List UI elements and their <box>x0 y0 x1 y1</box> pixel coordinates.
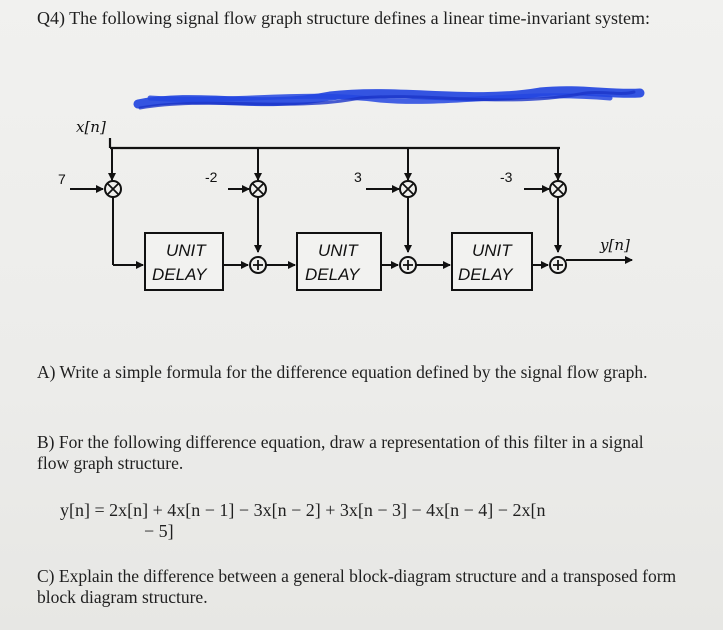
unit-delay-1 <box>145 233 223 290</box>
coefficient-label-4: -3 <box>500 169 513 185</box>
multiplier-4 <box>550 181 566 197</box>
difference-equation <box>60 500 660 542</box>
multiplier-1 <box>105 181 121 197</box>
question-title: Q4) The following signal flow graph structure defines a linear time-invariant system: <box>37 8 651 28</box>
svg-text:UNIT: UNIT <box>166 241 206 260</box>
unit-delay-2 <box>297 233 381 290</box>
coefficient-label-3: 3 <box>354 169 362 185</box>
svg-text:DELAY: DELAY <box>152 265 207 284</box>
multiplier-2 <box>250 181 266 197</box>
coefficient-label-1: 7 <box>58 171 66 187</box>
part-a-text: A) Write a simple formula for the difference equation defined by the signal flow graph. <box>37 362 648 382</box>
signal-flow-graph <box>0 70 723 300</box>
adder-2 <box>400 257 416 273</box>
unit-delay-3 <box>452 233 532 290</box>
equation-line-2: − 5] <box>144 521 174 541</box>
input-label: x[n] <box>76 118 106 136</box>
svg-text:DELAY: DELAY <box>305 265 360 284</box>
adder-3 <box>550 257 566 273</box>
output-label: y[n] <box>600 236 630 254</box>
svg-text:DELAY: DELAY <box>458 265 513 284</box>
svg-text:UNIT: UNIT <box>318 241 358 260</box>
multiplier-3 <box>400 181 416 197</box>
part-c-text: C) Explain the difference between a general block-diagram structure and a transposed form block diagram structure. <box>37 566 677 607</box>
equation-line-1: y[n] = 2x[n] + 4x[n − 1] − 3x[n − 2] + 3x[n − 3] − 4x[n − 4] − 2x[n <box>60 500 546 520</box>
part-b-text: B) For the following difference equation, draw a representation of this filter in a signal flow graph structure. <box>37 432 644 473</box>
coefficient-label-2: -2 <box>205 169 218 185</box>
redaction-scribble <box>138 91 640 108</box>
adder-1 <box>250 257 266 273</box>
svg-text:UNIT: UNIT <box>472 241 512 260</box>
